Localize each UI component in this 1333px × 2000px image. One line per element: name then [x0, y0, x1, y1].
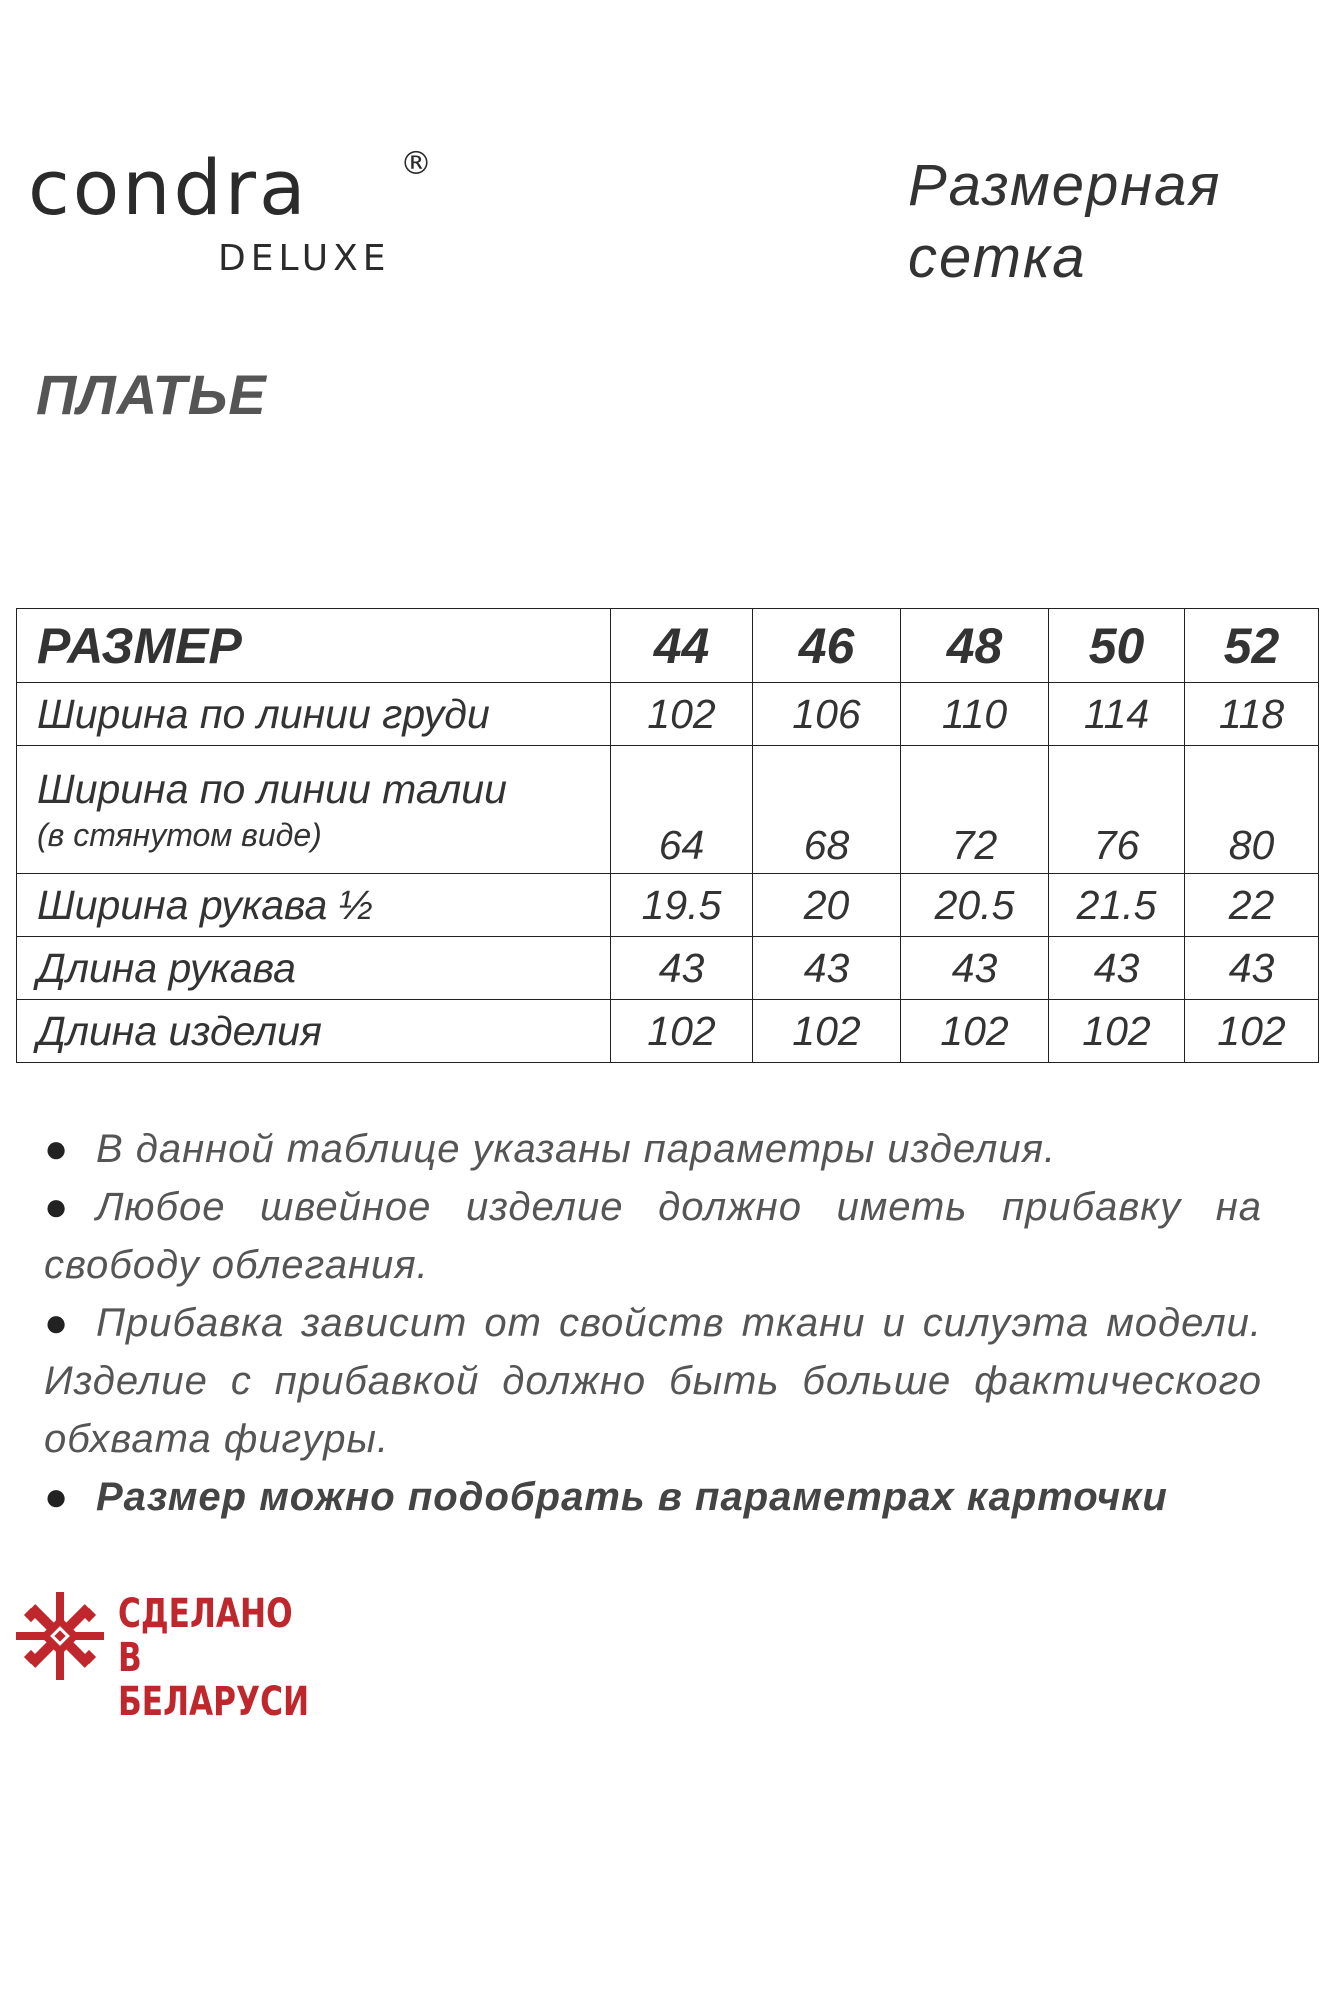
bullet-icon: ● [44, 1475, 70, 1519]
note-item [44, 1468, 1262, 1526]
size-header: 48 [901, 609, 1049, 683]
note-text: Любое швейное изделие должно иметь прибавку на свободу облегания. [44, 1185, 1262, 1287]
notes-list [44, 1120, 1262, 1526]
table-cell: 76 [1049, 746, 1185, 874]
table-row [17, 1000, 1319, 1063]
registered-mark: ® [400, 144, 432, 182]
table-cell: 80 [1185, 746, 1319, 874]
note-text: В данной таблице указаны параметры изделия. [96, 1127, 1057, 1171]
brand-name: condra [28, 143, 309, 232]
size-header: 50 [1049, 609, 1185, 683]
note-item [44, 1294, 1262, 1468]
note-text: Размер можно подобрать в параметрах карточки [96, 1475, 1168, 1519]
table-cell: 43 [611, 937, 753, 1000]
row-label: Ширина по линии талии [37, 765, 507, 812]
table-cell: 43 [753, 937, 901, 1000]
badge-line: СДЕЛАНО [118, 1591, 293, 1637]
row-note: (в стянутом виде) [37, 816, 322, 853]
table-cell: 102 [753, 1000, 901, 1063]
bullet-icon: ● [44, 1185, 70, 1229]
table-cell: 20 [753, 874, 901, 937]
table-cell: 20.5 [901, 874, 1049, 937]
table-cell: 22 [1185, 874, 1319, 937]
table-cell: 106 [753, 683, 901, 746]
size-header: 46 [753, 609, 901, 683]
table-cell: 43 [1049, 937, 1185, 1000]
brand-subtitle: DELUXE [218, 238, 391, 279]
size-header: 44 [611, 609, 753, 683]
size-table [16, 608, 1319, 1063]
product-title: ПЛАТЬЕ [36, 363, 267, 426]
table-row [17, 874, 1319, 937]
row-label: Ширина рукава ½ [17, 874, 611, 937]
ornament-icon [14, 1590, 106, 1682]
badge-text [118, 1592, 309, 1724]
made-in-belarus-badge [14, 1590, 314, 1725]
row-label-cell [17, 746, 611, 874]
note-item [44, 1120, 1262, 1178]
table-cell: 68 [753, 746, 901, 874]
row-label: Ширина по линии груди [17, 683, 611, 746]
note-item [44, 1178, 1262, 1294]
table-cell: 43 [901, 937, 1049, 1000]
row-label: Длина изделия [17, 1000, 611, 1063]
table-cell: 102 [901, 1000, 1049, 1063]
note-text: Прибавка зависит от свойств ткани и силуэта модели. Изделие с прибавкой должно быть больше фактического обхвата фигуры. [44, 1301, 1262, 1461]
table-cell: 102 [1049, 1000, 1185, 1063]
table-cell: 102 [611, 683, 753, 746]
table-cell: 110 [901, 683, 1049, 746]
row-label: Длина рукава [17, 937, 611, 1000]
bullet-icon: ● [44, 1301, 70, 1345]
table-cell: 21.5 [1049, 874, 1185, 937]
badge-line: В БЕЛАРУСИ [118, 1635, 310, 1725]
table-cell: 118 [1185, 683, 1319, 746]
table-row [17, 937, 1319, 1000]
table-cell: 72 [901, 746, 1049, 874]
size-chart-title: Размерная сетка [908, 153, 1222, 290]
table-cell: 43 [1185, 937, 1319, 1000]
bullet-icon: ● [44, 1127, 70, 1171]
table-header-label: РАЗМЕР [17, 609, 611, 683]
table-cell: 102 [611, 1000, 753, 1063]
table-cell: 19.5 [611, 874, 753, 937]
brand-logo [28, 143, 448, 285]
table-cell: 114 [1049, 683, 1185, 746]
table-cell: 102 [1185, 1000, 1319, 1063]
table-row [17, 683, 1319, 746]
table-cell: 64 [611, 746, 753, 874]
table-header-row [17, 609, 1319, 683]
table-row [17, 746, 1319, 874]
size-header: 52 [1185, 609, 1319, 683]
